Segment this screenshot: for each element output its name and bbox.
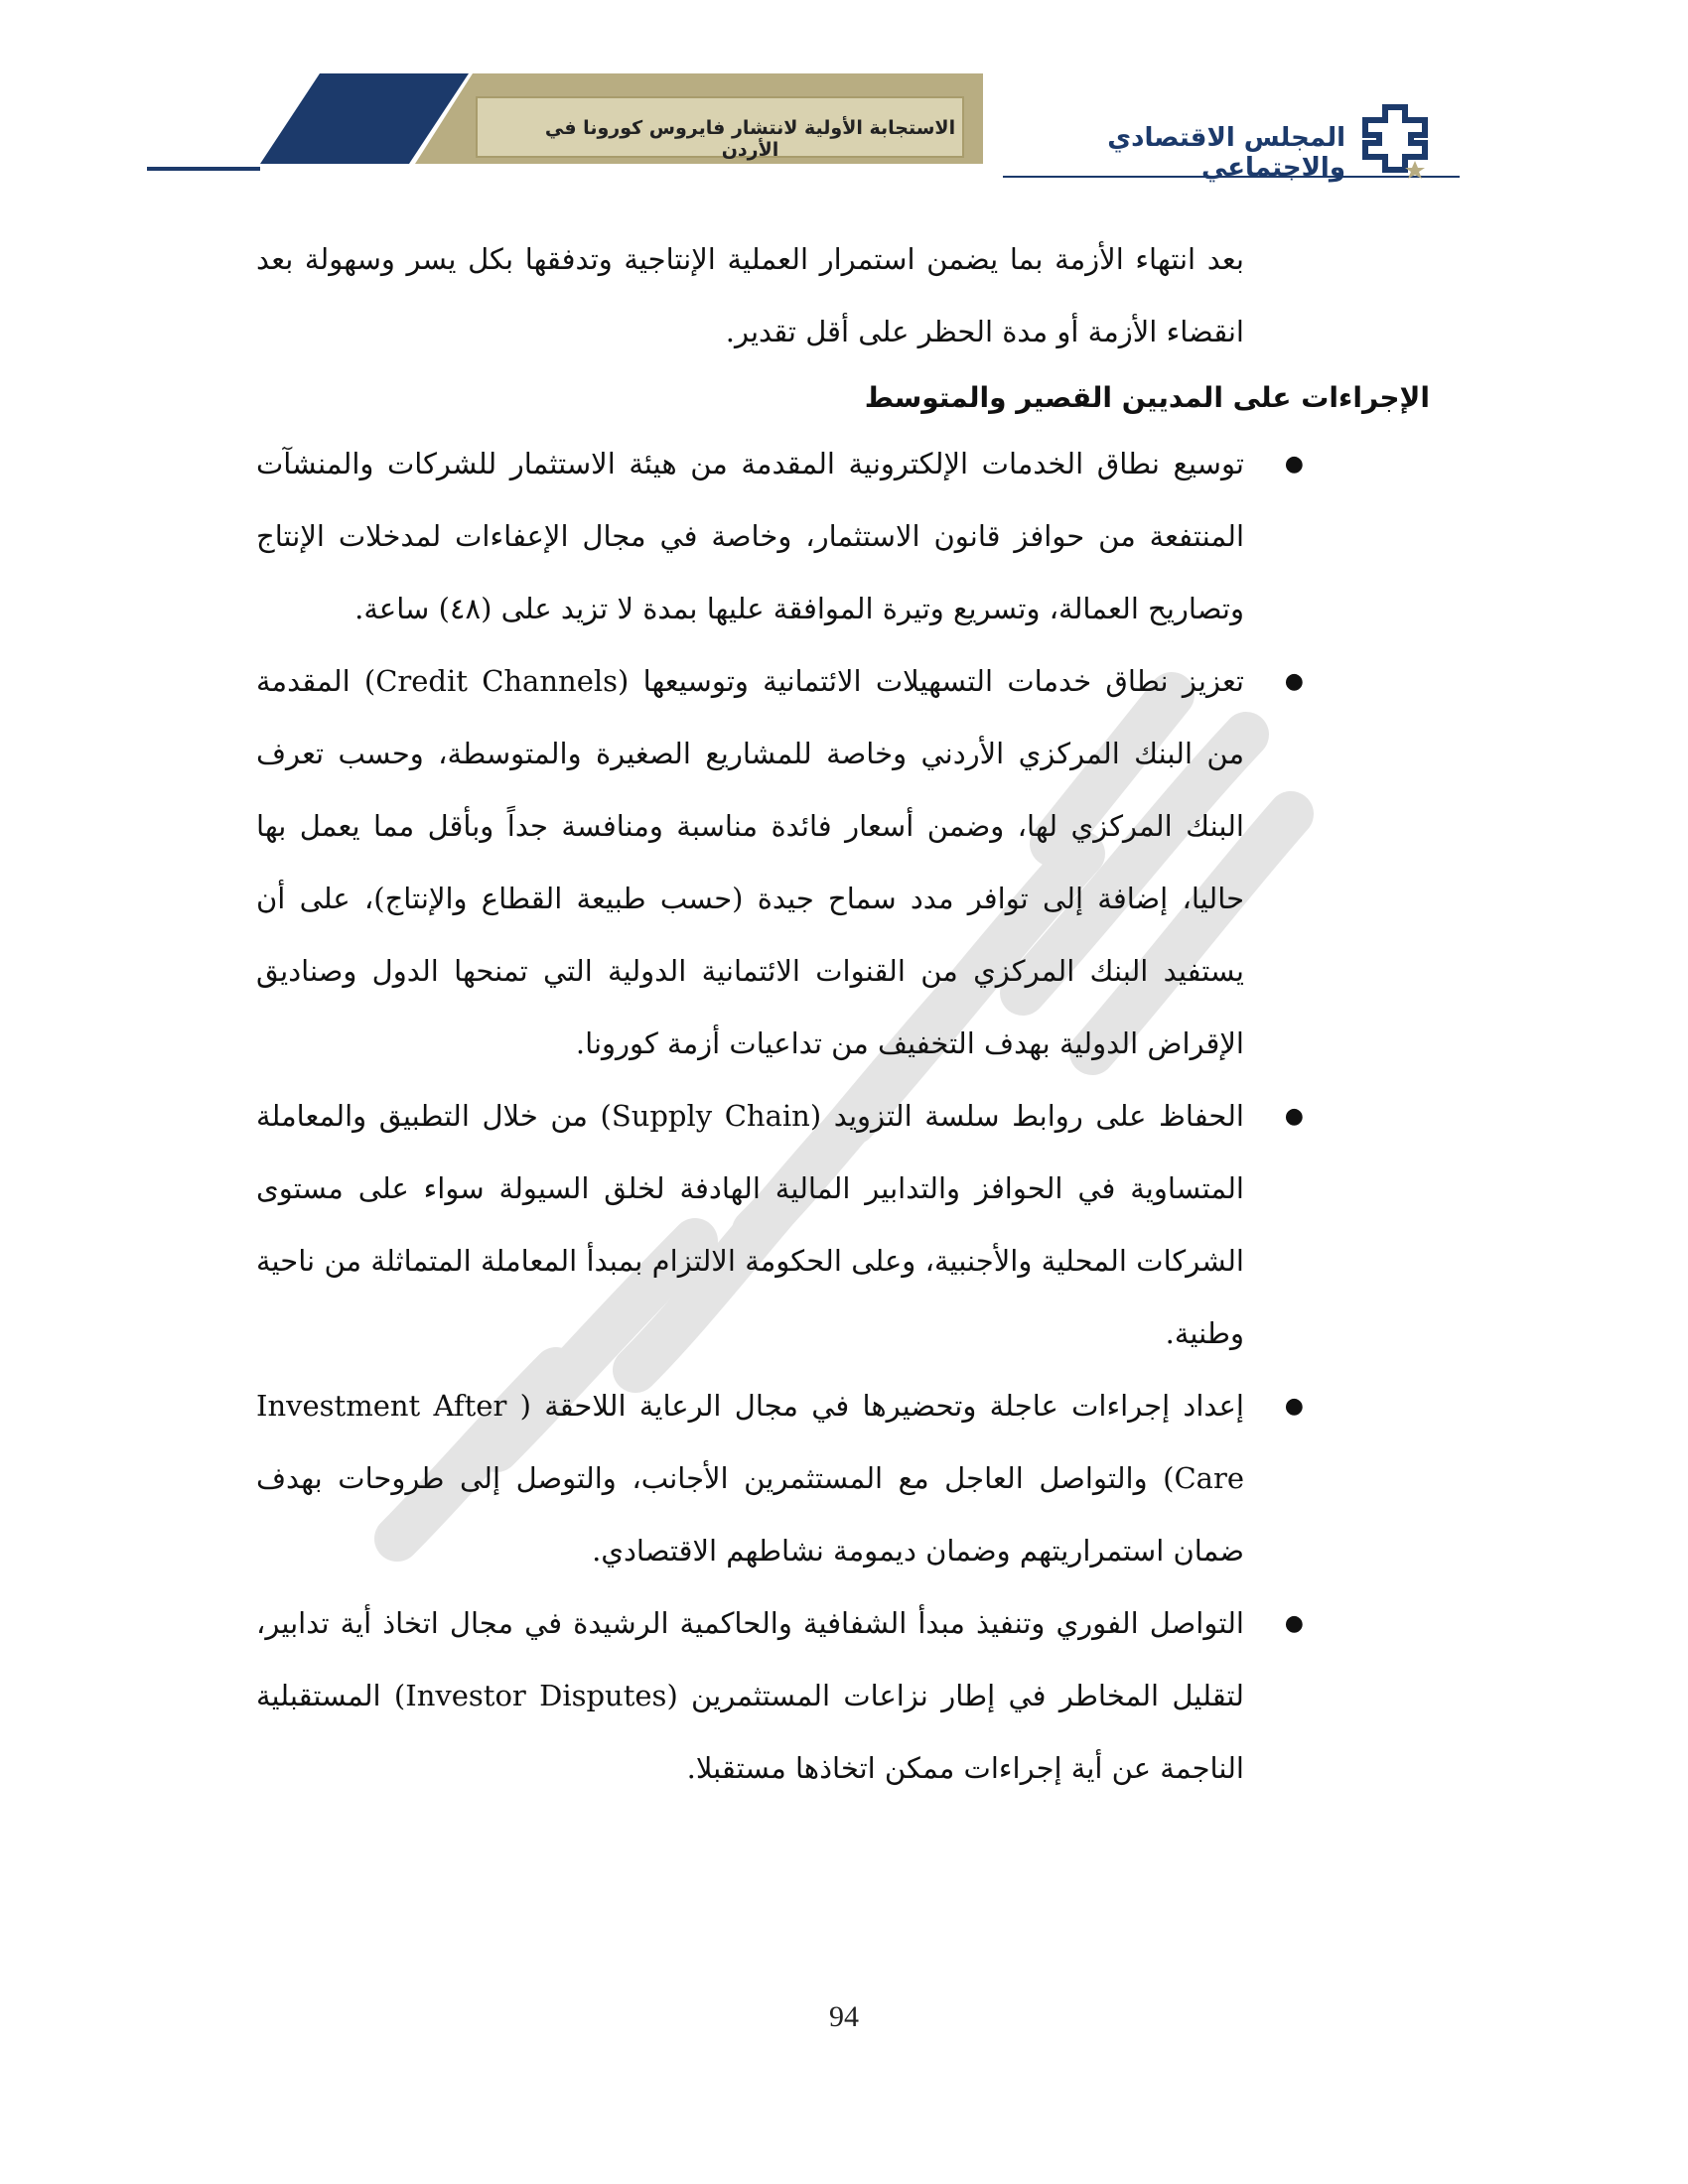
page-number: 94 — [829, 2000, 859, 2033]
council-name: المجلس الاقتصادي والاجتماعي — [1107, 123, 1345, 183]
list-item — [256, 428, 1304, 645]
list-item — [256, 1587, 1304, 1805]
list-item-text: الحفاظ على روابط سلسة التزويد (Supply Chain) من خلال التطبيق والمعاملة المتساوية في الحوافز والتدابير المالية الهادفة لخلق السيولة سواء على مستوى الشركات المحلية والأجنبية، وعلى الحكومة الالتزام بمبدأ المعاملة المتماثلة من ناحية وطنية. — [256, 1099, 1244, 1350]
bullet-dot-icon: ● — [1284, 1611, 1304, 1636]
intro-paragraph: بعد انتهاء الأزمة بما يضمن استمرار العملية الإنتاجية وتدفقها بكل يسر وسهولة بعد انقضاء الأزمة أو مدة الحظر على أقل تقدير. — [256, 242, 1244, 348]
list-item — [256, 1370, 1304, 1587]
bullet-dot-icon: ● — [1284, 669, 1304, 694]
report-title: الاستجابة الأولية لانتشار فايروس كورونا في الأردن — [544, 117, 956, 161]
list-item — [256, 645, 1304, 1080]
council-logo-icon — [1355, 95, 1435, 180]
list-item-text: إعداد إجراءات عاجلة وتحضيرها في مجال الرعاية اللاحقة ( Investment After Care) والتواصل العاجل مع المستثمرين الأجانب، والتوصل إلى طروحات بهدف ضمان استمراريتهم وضمان ديمومة نشاطهم الاقتصادي. — [256, 1389, 1244, 1568]
list-item-text: توسيع نطاق الخدمات الإلكترونية المقدمة من هيئة الاستثمار للشركات والمنشآت المنتفعة من حوافز قانون الاستثمار، وخاصة في مجال الإعفاءات لمدخلات الإنتاج وتصاريح العمالة، وتسريع وتيرة الموافقة عليها بمدة لا تزيد على (٤٨) ساعة. — [256, 447, 1244, 625]
page-header — [0, 0, 1688, 189]
measures-list — [256, 428, 1433, 1805]
list-item-text: تعزيز نطاق خدمات التسهيلات الائتمانية وتوسيعها (Credit Channels) المقدمة من البنك المركزي الأردني وخاصة للمشاريع الصغيرة والمتوسطة، وحسب تعرف البنك المركزي لها، وضمن أسعار فائدة مناسبة ومنافسة جداً وبأقل مما يعمل بها حاليا، إضافة إلى توافر مدد سماح جيدة (حسب طبيعة القطاع والإنتاج)، على أن يستفيد البنك المركزي من القنوات الائتمانية الدولية التي تمنحها الدول وصناديق الإقراض الدولية بهدف التخفيف من تداعيات أزمة كورونا. — [256, 664, 1245, 1060]
bullet-dot-icon: ● — [1284, 1394, 1304, 1419]
page-content — [256, 223, 1433, 1805]
list-item-text: التواصل الفوري وتنفيذ مبدأ الشفافية والحاكمية الرشيدة في مجال اتخاذ أية تدابير، لتقليل المخاطر في إطار نزاعات المستثمرين (Investor Disputes) المستقبلية الناجمة عن أية إجراءات ممكن اتخاذها مستقبلا. — [256, 1606, 1244, 1785]
bullet-dot-icon: ● — [1284, 452, 1304, 477]
section-heading: الإجراءات على المديين القصير والمتوسط — [864, 381, 1430, 414]
list-item — [256, 1080, 1304, 1370]
bullet-dot-icon: ● — [1284, 1104, 1304, 1129]
